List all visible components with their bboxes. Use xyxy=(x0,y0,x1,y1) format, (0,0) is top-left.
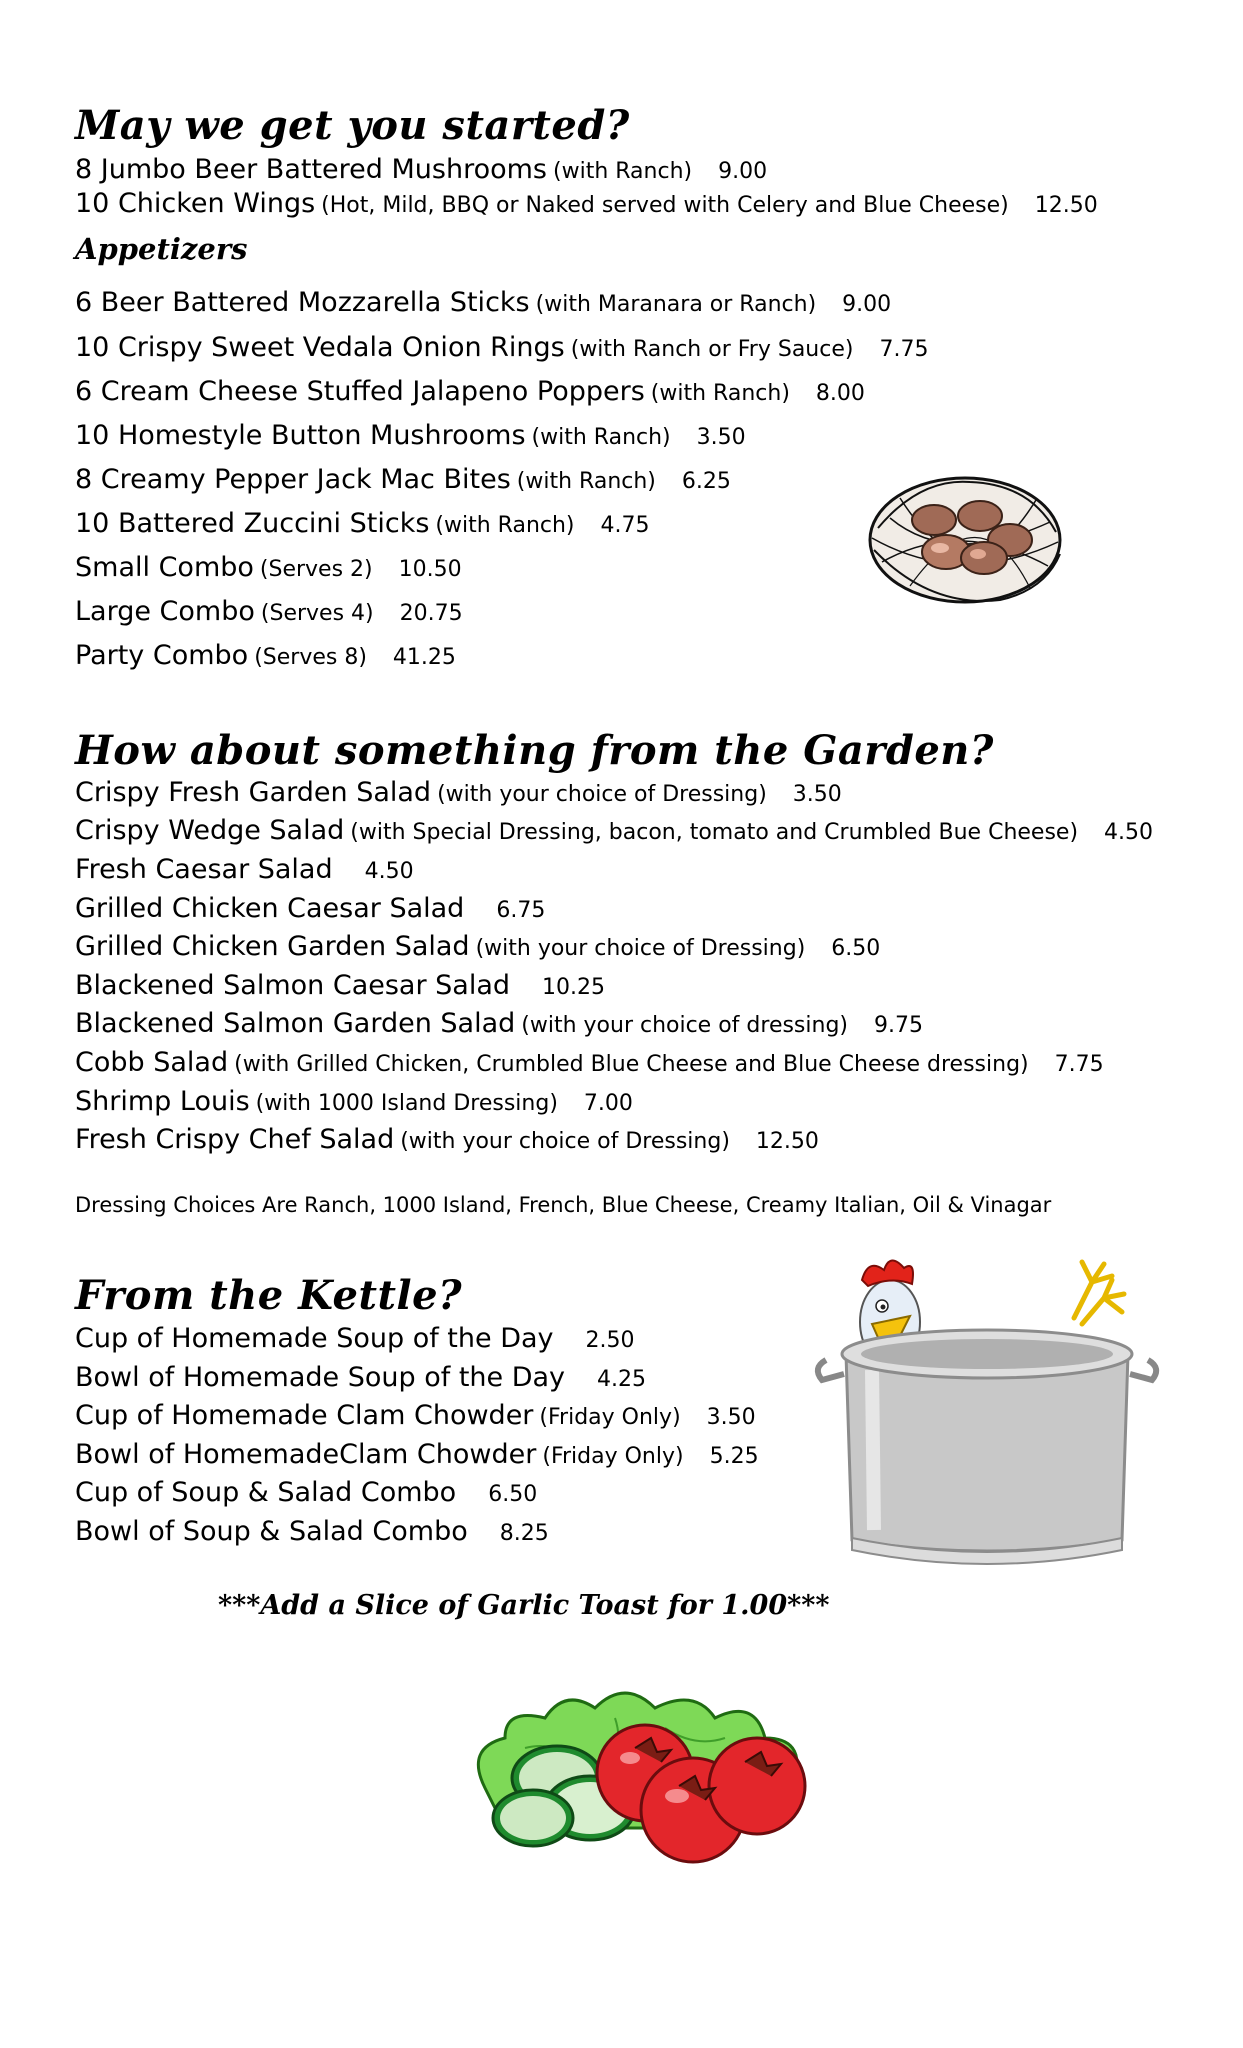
item-price: 9.00 xyxy=(718,159,768,184)
item-price: 9.00 xyxy=(842,292,892,317)
item-name: 8 Creamy Pepper Jack Mac Bites xyxy=(75,464,511,495)
item-desc: (Serves 2) xyxy=(259,557,373,582)
item-desc: (Friday Only) xyxy=(542,1444,684,1469)
dressing-note: Dressing Choices Are Ranch, 1000 Island, French, Blue Cheese, Creamy Italian, Oil & Vinagar xyxy=(75,1193,1052,1217)
item-name: Cup of Soup & Salad Combo xyxy=(75,1477,457,1508)
menu-item xyxy=(75,596,463,630)
item-name: Bowl of HomemadeClam Chowder xyxy=(75,1439,537,1470)
item-desc: (with your choice of Dressing) xyxy=(437,782,767,807)
menu-item xyxy=(75,1477,537,1511)
menu-item xyxy=(75,1439,759,1473)
item-desc: (with 1000 Island Dressing) xyxy=(255,1091,558,1116)
cucumbers-tomatoes-lettuce-icon xyxy=(465,1678,825,1868)
item-name: 8 Jumbo Beer Battered Mushrooms xyxy=(75,154,547,185)
item-desc: (with Maranara or Ranch) xyxy=(535,292,817,317)
menu-item xyxy=(75,376,865,410)
item-name: Shrimp Louis xyxy=(75,1086,250,1117)
menu-item xyxy=(75,188,1098,222)
item-desc: (with your choice of Dressing) xyxy=(400,1129,730,1154)
item-price: 7.75 xyxy=(879,337,929,362)
menu-item xyxy=(75,1086,633,1120)
menu-item xyxy=(75,1516,549,1550)
item-name: 10 Chicken Wings xyxy=(75,188,316,219)
bird-nest-with-eggs-icon xyxy=(860,458,1070,618)
item-price: 7.75 xyxy=(1054,1052,1104,1077)
item-name: 10 Crispy Sweet Vedala Onion Rings xyxy=(75,332,565,363)
menu-item xyxy=(75,1400,756,1434)
item-desc: (Serves 8) xyxy=(254,645,367,670)
menu-item xyxy=(75,970,605,1004)
menu-item xyxy=(75,552,462,586)
item-price: 6.75 xyxy=(496,898,546,923)
item-price: 41.25 xyxy=(392,645,456,670)
item-desc: (Friday Only) xyxy=(539,1405,681,1430)
item-price: 3.50 xyxy=(706,1405,756,1430)
item-name: Fresh Crispy Chef Salad xyxy=(75,1124,395,1155)
item-desc: (with Grilled Chicken, Crumbled Blue Cheese and Blue Cheese dressing) xyxy=(234,1052,1029,1077)
item-price: 10.25 xyxy=(542,975,606,1000)
menu-item xyxy=(75,1008,923,1042)
item-price: 12.50 xyxy=(1034,193,1098,218)
item-name: 10 Battered Zuccini Sticks xyxy=(75,508,430,539)
menu-item xyxy=(75,1362,646,1396)
item-desc: (Hot, Mild, BBQ or Naked served with Celery and Blue Cheese) xyxy=(321,193,1009,218)
item-price: 4.50 xyxy=(1104,820,1154,845)
item-desc: (with Ranch or Fry Sauce) xyxy=(570,337,854,362)
menu-item xyxy=(75,287,891,321)
item-price: 20.75 xyxy=(399,601,463,626)
item-desc: (Serves 4) xyxy=(260,601,374,626)
item-name: Crispy Fresh Garden Salad xyxy=(75,777,432,808)
item-price: 4.25 xyxy=(597,1367,647,1392)
item-price: 12.50 xyxy=(755,1129,819,1154)
item-name: Bowl of Homemade Soup of the Day xyxy=(75,1362,566,1393)
heading-garden: How about something from the Garden? xyxy=(75,727,994,774)
item-name: Bowl of Soup & Salad Combo xyxy=(75,1516,468,1547)
heading-started: May we get you started? xyxy=(75,102,630,149)
chicken-in-soup-pot-icon xyxy=(812,1240,1162,1580)
item-price: 9.75 xyxy=(874,1013,923,1038)
item-name: Cup of Homemade Soup of the Day xyxy=(75,1323,554,1354)
item-desc: (with Ranch) xyxy=(531,425,671,450)
item-price: 5.25 xyxy=(709,1444,759,1469)
menu-item xyxy=(75,332,928,366)
item-price: 10.50 xyxy=(398,557,462,582)
menu-item xyxy=(75,420,746,454)
garlic-toast-note: ***Add a Slice of Garlic Toast for 1.00*** xyxy=(218,1590,830,1621)
menu-item xyxy=(75,464,731,498)
item-name: 6 Cream Cheese Stuffed Jalapeno Poppers xyxy=(75,376,645,407)
menu-item xyxy=(75,854,414,888)
item-desc: (with Ranch) xyxy=(516,469,656,494)
menu-item xyxy=(75,1047,1104,1081)
item-price: 6.50 xyxy=(488,1482,538,1507)
item-name: 10 Homestyle Button Mushrooms xyxy=(75,420,526,451)
item-price: 4.50 xyxy=(364,859,414,884)
item-name: Grilled Chicken Caesar Salad xyxy=(75,893,465,924)
menu-item xyxy=(75,931,880,965)
item-name: Large Combo xyxy=(75,596,255,627)
item-price: 8.25 xyxy=(499,1521,549,1546)
heading-appetizers: Appetizers xyxy=(75,232,248,266)
item-name: Party Combo xyxy=(75,640,249,671)
item-name: Cup of Homemade Clam Chowder xyxy=(75,1400,534,1431)
item-price: 2.50 xyxy=(585,1328,635,1353)
item-name: 6 Beer Battered Mozzarella Sticks xyxy=(75,287,530,318)
menu-item xyxy=(75,154,767,188)
menu-item xyxy=(75,1323,635,1357)
item-price: 4.75 xyxy=(600,513,650,538)
menu-item xyxy=(75,815,1153,849)
item-desc: (with Ranch) xyxy=(435,513,575,538)
item-price: 3.50 xyxy=(696,425,746,450)
menu-item xyxy=(75,1124,819,1158)
menu-item xyxy=(75,777,842,811)
item-name: Crispy Wedge Salad xyxy=(75,815,345,846)
menu-item xyxy=(75,893,545,927)
item-name: Fresh Caesar Salad xyxy=(75,854,333,885)
item-desc: (with your choice of Dressing) xyxy=(475,936,806,961)
item-desc: (with Ranch) xyxy=(553,159,693,184)
item-price: 8.00 xyxy=(815,381,865,406)
item-name: Small Combo xyxy=(75,552,254,583)
item-desc: (with your choice of dressing) xyxy=(521,1013,848,1038)
item-price: 6.50 xyxy=(831,936,881,961)
menu-item xyxy=(75,508,650,542)
item-price: 6.25 xyxy=(681,469,731,494)
menu-item xyxy=(75,640,456,674)
item-desc: (with Special Dressing, bacon, tomato and Crumbled Bue Cheese) xyxy=(350,820,1079,845)
item-name: Grilled Chicken Garden Salad xyxy=(75,931,470,962)
heading-kettle: From the Kettle? xyxy=(75,1272,463,1319)
item-price: 7.00 xyxy=(583,1091,633,1116)
item-name: Blackened Salmon Caesar Salad xyxy=(75,970,511,1001)
item-name: Blackened Salmon Garden Salad xyxy=(75,1008,516,1039)
item-name: Cobb Salad xyxy=(75,1047,229,1078)
item-price: 3.50 xyxy=(792,782,842,807)
item-desc: (with Ranch) xyxy=(650,381,790,406)
